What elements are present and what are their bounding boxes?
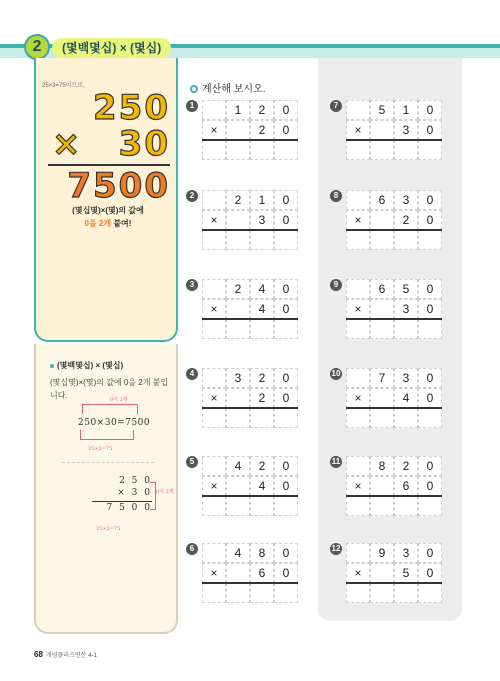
answer-line: [202, 582, 298, 584]
multiplier-digit: 0: [274, 120, 298, 140]
example-product-label: 25×3=75: [88, 446, 113, 452]
answer-cell[interactable]: [346, 583, 370, 603]
chapter-title: (몇백몇십) × (몇십): [52, 38, 171, 58]
multiplicand-digit: [346, 190, 370, 210]
multiplicand-digit: [202, 100, 226, 120]
multiplier-digit: 2: [250, 120, 274, 140]
product-bracket: [80, 430, 134, 440]
multiplier-digit: 4: [250, 476, 274, 496]
multiplicand-digit: 0: [274, 190, 298, 210]
multiplicand-digit: 4: [250, 279, 274, 299]
answer-cell[interactable]: [202, 496, 226, 516]
answer-cell[interactable]: [346, 408, 370, 428]
answer-line: [346, 229, 442, 231]
answer-line: [346, 582, 442, 584]
answer-cell[interactable]: [226, 140, 250, 160]
problem-6: [186, 543, 316, 603]
answer-cell[interactable]: [274, 319, 298, 339]
multiplicand-digit: 8: [370, 456, 394, 476]
answer-line: [202, 139, 298, 141]
multiplier-digit: 0: [418, 388, 442, 408]
answer-cell[interactable]: [418, 583, 442, 603]
summary-divider: [62, 462, 154, 463]
multiplicand-digit: 0: [418, 368, 442, 388]
multiplicand-digit: 2: [226, 190, 250, 210]
multiplier-digit: [226, 299, 250, 319]
multiplier-digit: 0: [274, 476, 298, 496]
multiplicand-digit: 4: [226, 456, 250, 476]
answer-cell[interactable]: [370, 496, 394, 516]
answer-grid: [202, 543, 298, 603]
problem-number: 11: [331, 457, 341, 466]
answer-line: [202, 229, 298, 231]
multiplicand-digit: 4: [226, 543, 250, 563]
answer-cell[interactable]: [418, 140, 442, 160]
multiply-sign-cell: ×: [346, 388, 370, 408]
problem-number: 2: [186, 190, 198, 202]
answer-cell[interactable]: [394, 140, 418, 160]
summary-text: (몇십몇)×(몇)의 값에 0을 2개 붙입니다.: [50, 378, 169, 400]
multiplier-digit: 2: [250, 388, 274, 408]
answer-grid: [202, 456, 298, 516]
summary-title-text: (몇백몇십) × (몇십): [57, 361, 124, 370]
concept-caption: [36, 204, 180, 230]
answer-cell[interactable]: [274, 496, 298, 516]
answer-cell[interactable]: [250, 319, 274, 339]
multiplicand-digit: 3: [394, 190, 418, 210]
answer-grid: [346, 100, 442, 160]
multiplicand-digit: 0: [274, 100, 298, 120]
answer-cell[interactable]: [226, 496, 250, 516]
answer-line: [202, 495, 298, 497]
footer: [34, 650, 97, 659]
answer-cell[interactable]: [250, 496, 274, 516]
problem-number: 3: [186, 279, 198, 291]
vertical-product-label: 25×3=75: [96, 526, 121, 532]
big-row-multiplier-value: 30: [118, 124, 170, 164]
multiplicand-digit: 2: [250, 100, 274, 120]
answer-cell[interactable]: [202, 319, 226, 339]
multiply-sign-cell: ×: [202, 120, 226, 140]
answer-line: [346, 139, 442, 141]
answer-cell[interactable]: [394, 408, 418, 428]
multiplicand-digit: [202, 279, 226, 299]
multiplier-digit: 6: [394, 476, 418, 496]
multiplier-digit: [226, 120, 250, 140]
multiplicand-digit: 0: [418, 190, 442, 210]
multiplier-digit: 0: [274, 210, 298, 230]
multiplier-digit: [226, 388, 250, 408]
multiply-sign-cell: ×: [346, 476, 370, 496]
multiplier-digit: 3: [394, 299, 418, 319]
multiplicand-digit: [202, 456, 226, 476]
multiplicand-digit: 0: [274, 368, 298, 388]
answer-cell[interactable]: [418, 230, 442, 250]
problem-number: 8: [330, 190, 342, 202]
multiply-sign-cell: ×: [346, 563, 370, 583]
big-row-result: 7500: [67, 166, 170, 206]
multiplicand-digit: 3: [394, 543, 418, 563]
answer-cell[interactable]: [274, 408, 298, 428]
problem-3: [186, 279, 316, 339]
multiplicand-digit: 9: [370, 543, 394, 563]
multiplier-digit: [226, 563, 250, 583]
concept-panel: [34, 58, 178, 342]
answer-cell[interactable]: [250, 583, 274, 603]
vertical-row-2: × 3 0: [117, 488, 152, 498]
vertical-zeros-label: 0이 2개: [156, 489, 174, 495]
multiply-sign: ×: [52, 124, 83, 164]
multiply-sign-cell: ×: [346, 120, 370, 140]
answer-cell[interactable]: [226, 319, 250, 339]
vertical-line: [92, 501, 152, 502]
answer-cell[interactable]: [370, 408, 394, 428]
problem-12: [330, 543, 460, 603]
summary-box: [34, 344, 178, 634]
multiplier-digit: [370, 563, 394, 583]
problem-11: [330, 456, 460, 516]
multiplicand-digit: 0: [418, 543, 442, 563]
multiply-sign-cell: ×: [202, 476, 226, 496]
answer-cell[interactable]: [394, 230, 418, 250]
multiplicand-digit: 7: [370, 368, 394, 388]
answer-cell[interactable]: [202, 583, 226, 603]
problem-number: 12: [331, 544, 341, 553]
multiplicand-digit: 0: [418, 100, 442, 120]
answer-cell[interactable]: [370, 140, 394, 160]
answer-cell[interactable]: [346, 496, 370, 516]
multiply-sign-cell: ×: [346, 210, 370, 230]
multiplier-digit: [370, 210, 394, 230]
multiplier-digit: 3: [394, 120, 418, 140]
multiplier-digit: [370, 476, 394, 496]
answer-cell[interactable]: [202, 408, 226, 428]
multiplier-digit: 6: [250, 563, 274, 583]
multiplicand-digit: 0: [418, 456, 442, 476]
problem-9: [330, 279, 460, 339]
answer-cell[interactable]: [370, 319, 394, 339]
multiplier-digit: [370, 388, 394, 408]
multiplier-digit: [370, 120, 394, 140]
instruction-text: 계산해 보시오.: [202, 84, 266, 95]
answer-grid: [346, 456, 442, 516]
answer-cell[interactable]: [370, 230, 394, 250]
multiplier-digit: 0: [418, 476, 442, 496]
multiplicand-digit: [202, 368, 226, 388]
multiplicand-digit: [202, 543, 226, 563]
multiplier-digit: 4: [394, 388, 418, 408]
answer-grid: [202, 100, 298, 160]
example-vertical: [92, 476, 174, 532]
multiplicand-digit: 3: [226, 368, 250, 388]
multiplicand-digit: [202, 190, 226, 210]
example-zeros-label: 0이 2개: [110, 397, 128, 403]
problem-number: 1: [186, 100, 198, 112]
multiply-sign-cell: ×: [202, 210, 226, 230]
multiplicand-digit: [346, 100, 370, 120]
multiplicand-digit: [346, 543, 370, 563]
multiplicand-digit: 1: [250, 190, 274, 210]
vertical-result: 7 5 0 0: [106, 503, 152, 513]
summary-title: [50, 360, 123, 371]
multiplier-digit: 2: [394, 210, 418, 230]
answer-cell[interactable]: [394, 583, 418, 603]
answer-grid: [346, 543, 442, 603]
concept-note: 25×3=75이므로,: [42, 83, 85, 89]
book-title: 개념플러스연산 4-1: [45, 653, 97, 659]
multiplier-digit: 0: [418, 120, 442, 140]
answer-grid: [346, 368, 442, 428]
problem-4: [186, 368, 316, 428]
answer-grid: [202, 190, 298, 250]
problem-number: 5: [186, 456, 198, 468]
page-number: 68: [34, 650, 43, 659]
answer-cell[interactable]: [394, 496, 418, 516]
answer-cell[interactable]: [202, 230, 226, 250]
multiplicand-digit: 2: [250, 456, 274, 476]
multiplicand-digit: 2: [394, 456, 418, 476]
multiplier-digit: [370, 299, 394, 319]
answer-cell[interactable]: [226, 230, 250, 250]
multiplier-digit: 0: [274, 388, 298, 408]
answer-line: [346, 318, 442, 320]
caption-line-2: [36, 217, 180, 230]
multiplicand-digit: 6: [370, 190, 394, 210]
multiplicand-digit: 0: [274, 456, 298, 476]
multiply-sign-cell: ×: [202, 388, 226, 408]
multiplicand-digit: 5: [370, 100, 394, 120]
multiply-sign-cell: ×: [202, 299, 226, 319]
answer-grid: [202, 279, 298, 339]
multiplicand-digit: 1: [394, 100, 418, 120]
answer-cell[interactable]: [418, 496, 442, 516]
multiplier-digit: 3: [250, 210, 274, 230]
multiplier-digit: 0: [274, 299, 298, 319]
answer-grid: [346, 279, 442, 339]
answer-cell[interactable]: [346, 230, 370, 250]
instruction-ring-icon: [190, 85, 198, 93]
multiplicand-digit: 0: [274, 279, 298, 299]
answer-cell[interactable]: [274, 230, 298, 250]
answer-cell[interactable]: [394, 319, 418, 339]
multiplier-digit: 0: [418, 210, 442, 230]
problem-2: [186, 190, 316, 250]
chapter-number: 2: [24, 34, 50, 60]
big-calculation: [48, 90, 170, 204]
big-row-multiplier: [48, 126, 170, 162]
problem-number: 6: [186, 543, 198, 555]
big-row-multiplicand: 250: [93, 88, 170, 128]
caption-line-1: (몇십몇)×(몇)의 값에: [72, 206, 144, 215]
answer-cell[interactable]: [346, 140, 370, 160]
answer-line: [346, 407, 442, 409]
multiplier-digit: 0: [418, 299, 442, 319]
answer-cell[interactable]: [370, 583, 394, 603]
multiplier-digit: 0: [274, 563, 298, 583]
answer-cell[interactable]: [274, 140, 298, 160]
multiplicand-digit: [346, 456, 370, 476]
answer-line: [202, 318, 298, 320]
problem-1: [186, 100, 316, 160]
problem-number: 7: [330, 100, 342, 112]
zeros-bracket: [82, 404, 138, 414]
chapter-badge: [24, 34, 176, 60]
bullet-icon: [50, 364, 54, 368]
answer-cell[interactable]: [346, 319, 370, 339]
multiplicand-digit: 0: [274, 543, 298, 563]
problem-number: 9: [330, 279, 342, 291]
multiplicand-digit: 8: [250, 543, 274, 563]
answer-line: [202, 407, 298, 409]
answer-line: [346, 495, 442, 497]
multiply-sign-cell: ×: [346, 299, 370, 319]
caption-highlight: 0을 2개: [84, 219, 112, 228]
answer-grid: [346, 190, 442, 250]
answer-cell[interactable]: [274, 583, 298, 603]
multiplicand-digit: 1: [226, 100, 250, 120]
multiplicand-digit: 0: [418, 279, 442, 299]
answer-cell[interactable]: [250, 408, 274, 428]
problem-number: 4: [186, 368, 198, 380]
multiplicand-digit: 2: [250, 368, 274, 388]
multiplier-digit: 4: [250, 299, 274, 319]
problem-8: [330, 190, 460, 250]
instruction: [190, 80, 266, 95]
answer-grid: [202, 368, 298, 428]
multiplicand-digit: 5: [394, 279, 418, 299]
caption-rest: 붙여!: [111, 219, 132, 228]
problem-number: 10: [331, 369, 341, 378]
multiplier-digit: [226, 476, 250, 496]
multiplicand-digit: [346, 279, 370, 299]
answer-cell[interactable]: [226, 583, 250, 603]
multiplier-digit: 5: [394, 563, 418, 583]
answer-cell[interactable]: [250, 140, 274, 160]
problem-10: [330, 368, 460, 428]
multiplicand-digit: 3: [394, 368, 418, 388]
multiplicand-digit: [346, 368, 370, 388]
problem-7: [330, 100, 460, 160]
answer-cell[interactable]: [202, 140, 226, 160]
vertical-row-1: 2 5 0: [119, 476, 152, 486]
multiplier-digit: [226, 210, 250, 230]
problem-5: [186, 456, 316, 516]
answer-cell[interactable]: [250, 230, 274, 250]
multiply-sign-cell: ×: [202, 563, 226, 583]
multiplier-digit: 0: [418, 563, 442, 583]
vertical-zeros-bracket: [150, 482, 156, 510]
multiplicand-digit: 6: [370, 279, 394, 299]
answer-cell[interactable]: [418, 408, 442, 428]
example-equation: 250×30=7500: [78, 418, 151, 428]
multiplicand-digit: 2: [226, 279, 250, 299]
answer-cell[interactable]: [226, 408, 250, 428]
answer-cell[interactable]: [418, 319, 442, 339]
